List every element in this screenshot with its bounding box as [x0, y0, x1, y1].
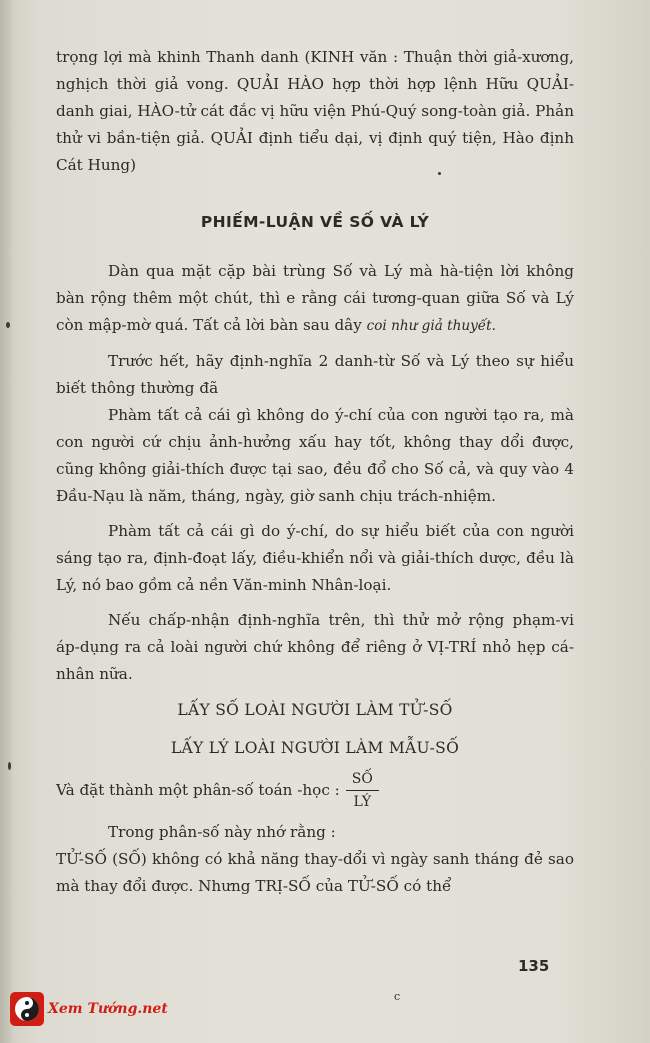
opening-paragraph: trọng lợi mà khinh Thanh danh (KINH văn : Thuận thời giả-xương, nghịch thời giả vong. QUẢI HÀO hợp thời hợp lệnh Hữu QUẢI-danh giai, HÀO-tử cát đắc vị hữu viện Phú-Quý song-toàn giả. Phản thử vi bần-tiện giả. QUẢI định tiểu dại, vị định quý tiện, Hào định Cát Hung)	[56, 48, 574, 174]
paragraph-2: Trước hết, hãy định-nghĩa 2 danh-từ Số và Lý theo sự hiểu biết thông thường đã	[56, 352, 574, 397]
fraction-statement	[56, 770, 574, 811]
paragraph-1	[56, 258, 574, 340]
fraction-numerator: SỐ	[346, 770, 379, 791]
watermark-text: Xem Tướng.net	[48, 1001, 168, 1017]
scan-speck	[8, 762, 11, 770]
paragraph-4: Phàm tất cả cái gì do ý-chí, do sự hiểu biết của con người sáng tạo ra, định-đoạt lấy, điều-khiển nổi và giải-thích dược, đều là Lý, nó bao gồm cả nền Văn-minh Nhân-loại.	[56, 522, 574, 594]
footer-mark: c	[394, 990, 401, 1003]
page-number: 135	[518, 957, 550, 975]
paragraph-7: TỬ-SỐ (SỐ) không có khả năng thay-dổi vì ngày sanh tháng đẻ sao mà thay đổi được. Nhưng TRỊ-SỐ của TỬ-SỐ có thể	[56, 850, 574, 895]
paragraph-5: Nếu chấp-nhận định-nghĩa trên, thì thử mở rộng phạm-vi áp-dụng ra cả loài người chứ không để riêng ở VỊ-TRÍ nhỏ hẹp cá-nhân nữa.	[56, 611, 574, 683]
yin-yang-icon	[10, 992, 44, 1026]
fraction-lead-text: Và đặt thành một phân-số toán -học :	[56, 781, 340, 799]
page-gutter-shadow	[0, 0, 14, 1043]
paragraph-1-italic: coi như giả thuyết.	[366, 318, 496, 334]
paragraph-1-text: Dàn qua mặt cặp bài trùng Số và Lý mà hà-tiện lời không bàn rộng thêm một chút, thì e rằng cái tương-quan giữa Số và Lý còn mập-mờ quá. Tất cả lời bàn sau dây	[56, 262, 574, 334]
formula-line-2: LẤY LÝ LOÀI NGƯỜI LÀM MẪU-SỐ	[170, 739, 460, 757]
section-heading: PHIẾM-LUẬN VỀ SỐ VÀ LÝ	[200, 213, 430, 231]
paragraph-6: Trong phân-số này nhớ rằng :	[108, 823, 336, 841]
paragraph-3: Phàm tất cả cái gì không do ý-chí của con người tạo ra, mà con người cứ chịu ảnh-hưởng xấu hay tốt, không thay dổi được, cũng không giải-thích được tại sao, đều đổ cho Số cả, và quy vào 4 Đầu-Nạu là năm, tháng, ngày, giờ sanh chịu trách-nhiệm.	[56, 406, 574, 505]
page-body	[56, 44, 574, 900]
formula-line-1: LẤY SỐ LOÀI NGƯỜI LÀM TỬ-SỐ	[177, 701, 453, 719]
site-watermark[interactable]	[10, 992, 168, 1026]
fraction-denominator: LÝ	[353, 794, 372, 810]
scan-speck	[6, 322, 10, 328]
scan-speck	[438, 172, 441, 175]
fraction	[346, 770, 379, 811]
